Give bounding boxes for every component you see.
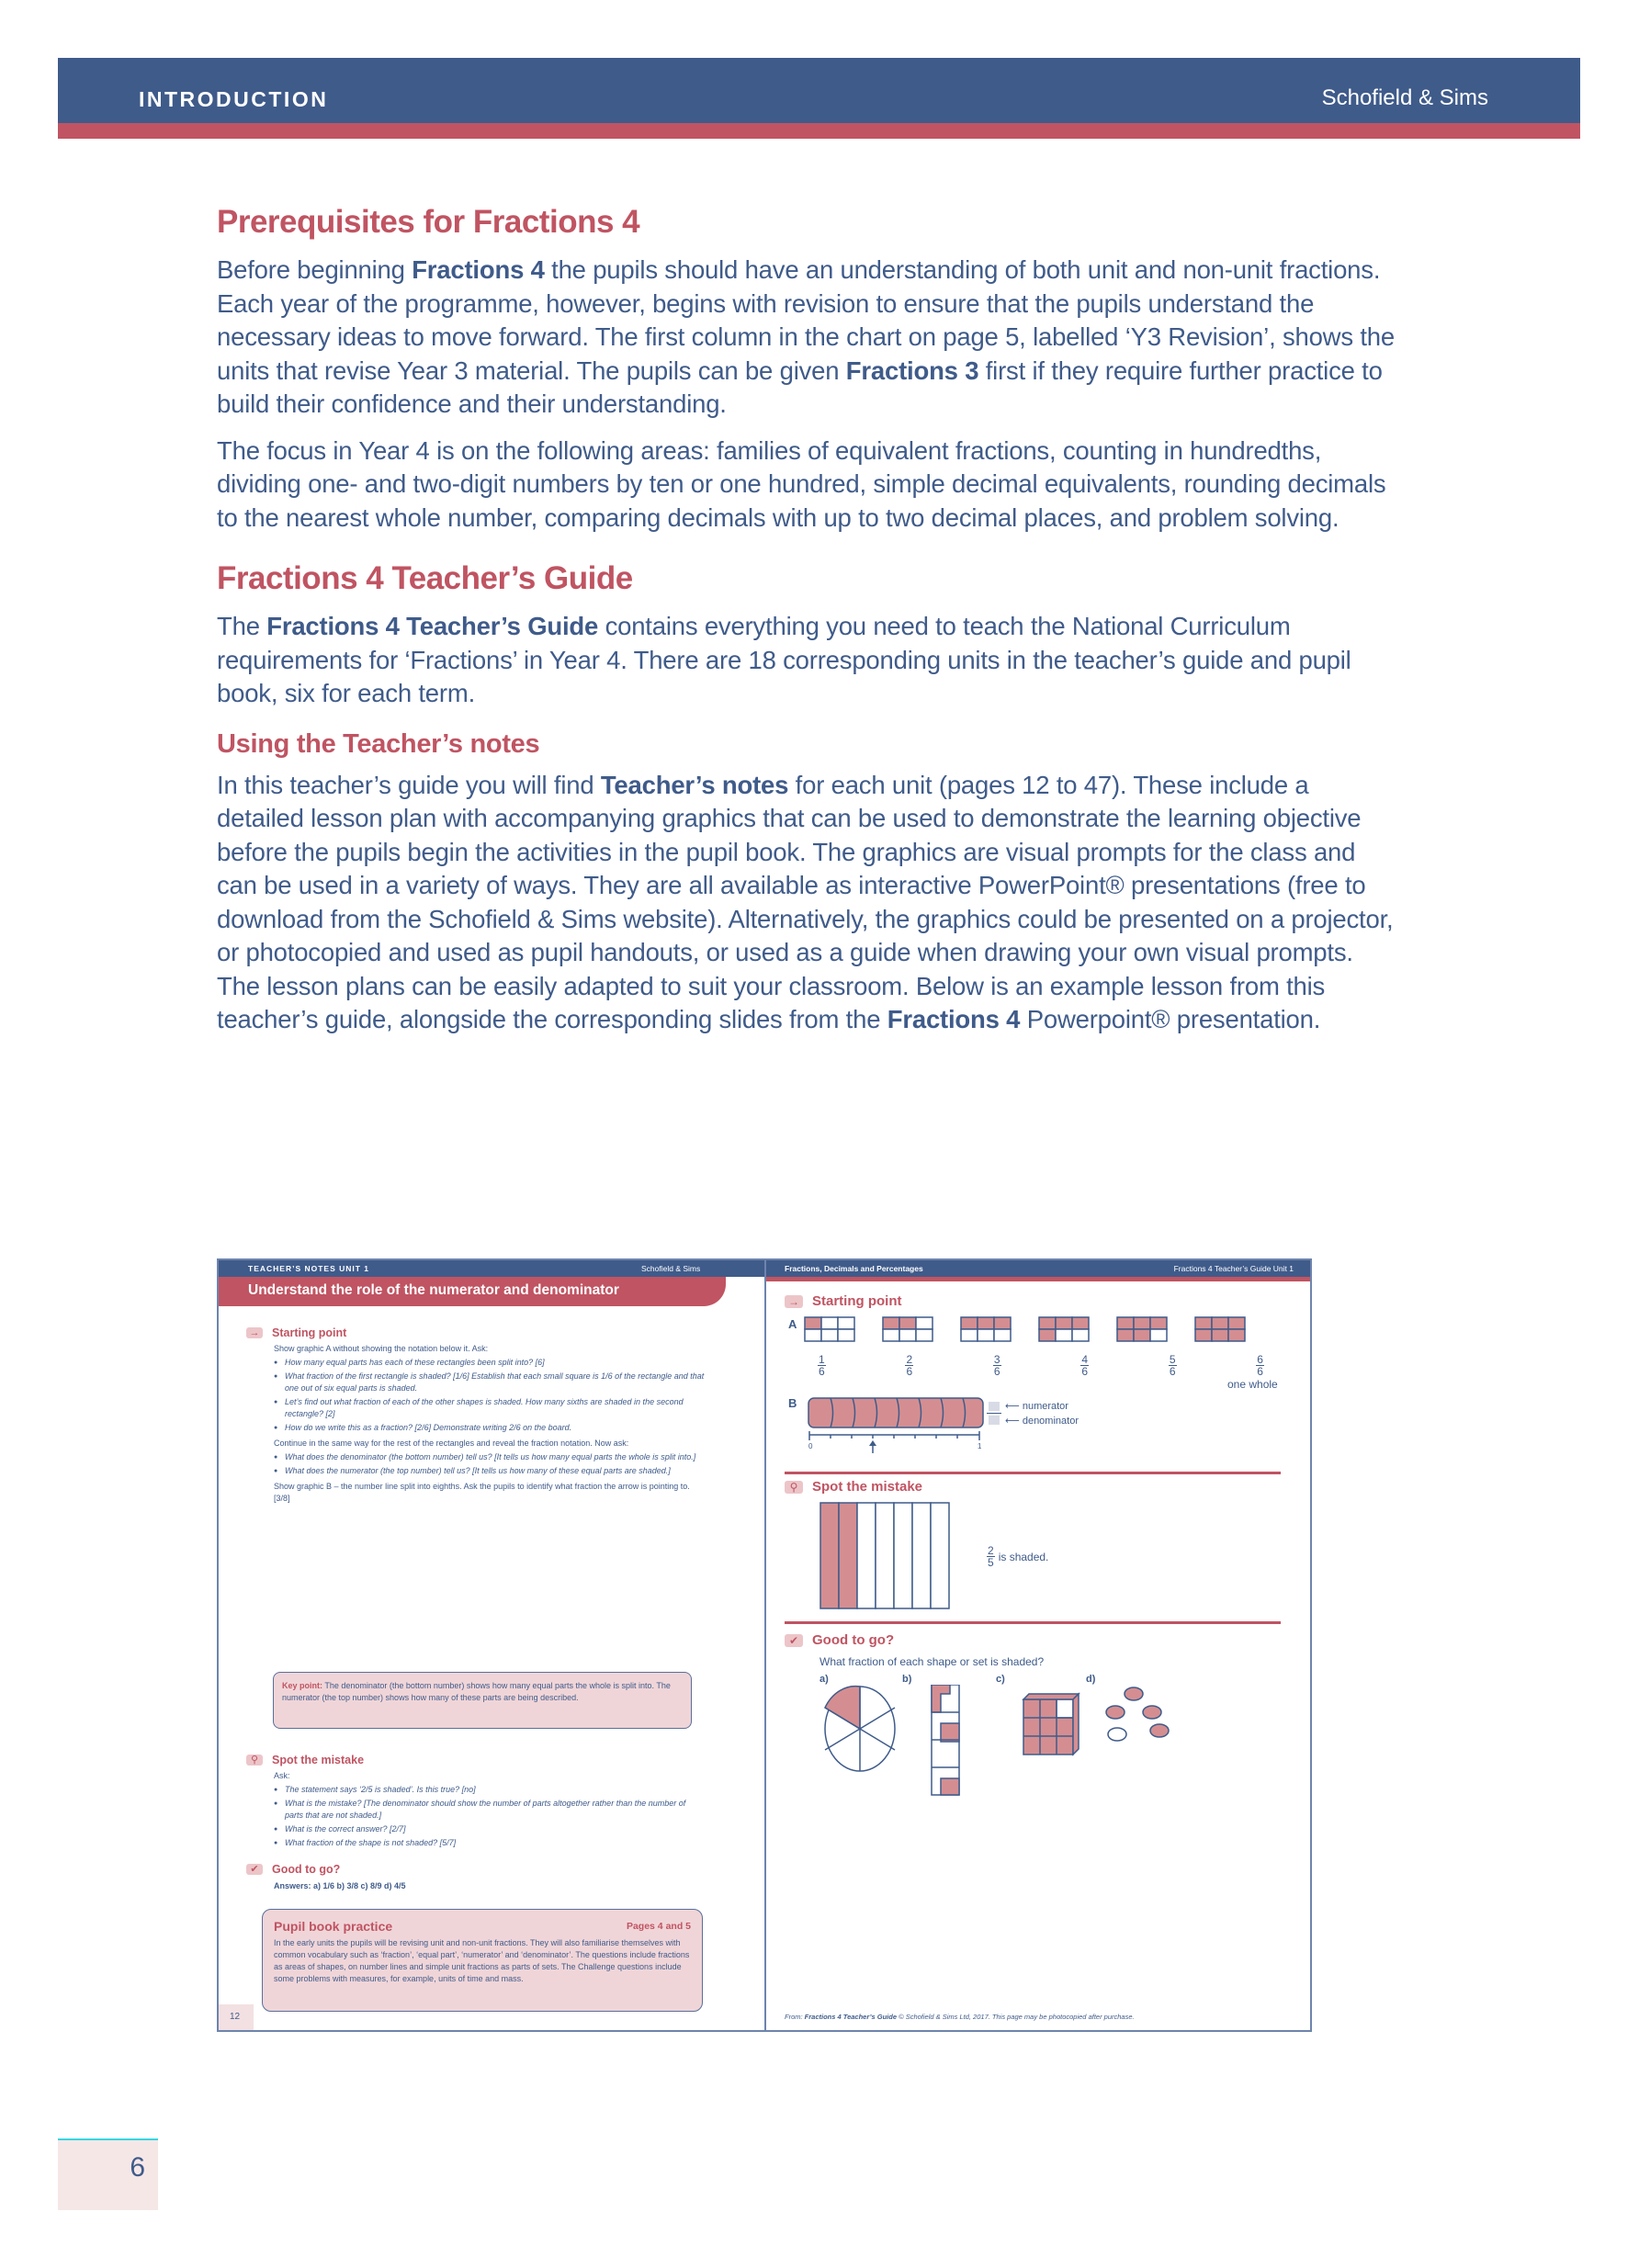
key-point-box: Key point: The denominator (the bottom number) shows how many equal parts the whole is split into. The numerator (the top number) shows how many of these parts are being described. — [273, 1672, 692, 1729]
slides-page — [766, 1260, 1312, 2030]
mini-header-right: Schofield & Sims — [641, 1264, 701, 1273]
teachers-notes-paragraph: In this teacher’s guide you will find Teacher’s notes for each unit (pages 12 to 47). These include a detailed lesson plan with accompanying graphics that can be used to demonstrate the learning objective before the pupils begin the activities in the pupil book. The graphics are visual prompts for the class and can be used in a variety of ways. They are all available as interactive PowerPoint® presentations (free to download from the Schofield & Sims website). Alternatively, the graphics could be presented on a projector, or photocopied and used as pupil handouts, or used as a guide when drawing your own visual prompts. The lesson plans can be easily adapted to suit your classroom. Below is an example lesson from this teacher’s guide, alongside the corresponding slides from the Fractions 4 Powerpoint® presentation. — [217, 770, 1394, 1033]
header-accent — [766, 1277, 1312, 1281]
good-to-go-heading: ✔ Good to go? — [785, 1632, 894, 1648]
one-whole-label: one whole — [1227, 1378, 1278, 1391]
example-lesson-spread — [217, 1258, 1312, 2032]
magnifier-icon: ⚲ — [785, 1481, 803, 1494]
teachers-notes-heading: Using the Teacher’s notes — [217, 728, 540, 759]
magnifier-icon: ⚲ — [246, 1755, 263, 1766]
denominator-label: ⟵ denominator — [1005, 1416, 1079, 1427]
photocopy-footer: From: Fractions 4 Teacher’s Guide © Schofield & Sims Ltd, 2017. This page may be photocopied after purchase. — [785, 2013, 1135, 2021]
starting-point-heading: → Starting point — [785, 1293, 902, 1309]
lesson-title: Understand the role of the numerator and denominator — [219, 1277, 726, 1306]
prerequisites-heading: Prerequisites for Fractions 4 — [217, 204, 640, 240]
spot-mistake-text: Ask: ● The statement says ‘2/5 is shaded’. Is this true? [no] ● What is the mistake? [The denominator should show the number of parts altogether rather than the number of parts that are not shaded.] ● What is the correct answer? [2/7] ● What fraction of the shape is not shaded? [5/7] — [274, 1770, 706, 1849]
spot-mistake-heading: ⚲ Spot the mistake — [785, 1479, 922, 1495]
graphic-a-label: A — [788, 1317, 797, 1331]
mini-header-left: TEACHER’S NOTES UNIT 1 — [248, 1264, 370, 1273]
prerequisites-paragraph-1: Before beginning Fractions 4 the pupils should have an understanding of both unit and non-unit fractions. Each year of the programme, however, begins with revision to ensure that the pupils understand the necessary ideas to move forward. The first column in the chart on page 5, labelled ‘Y3 Revision’, shows the units that revise Year 3 material. The pupils can be given Fractions 3 first if they require further practice to build their confidence and their understanding. — [217, 255, 1395, 418]
article-body — [217, 204, 1402, 1050]
arrow-right-icon: → — [785, 1295, 803, 1308]
number-line-end: 1 — [978, 1442, 982, 1450]
arrow-right-icon: → — [246, 1327, 263, 1338]
option-b-label: b) — [902, 1674, 912, 1685]
page-header-bar — [58, 58, 1580, 123]
starting-point-text: Show graphic A without showing the notation below it. Ask: ● How many equal parts has each of these rectangles been split into? [6] ● What fraction of the first rectangle is shaded? [1/6] Establish that each small square is 1/6 of the rectangle and that one out of six equal parts is shaded. ● Let’s find out what fraction of each of the other shapes is shaded. How many sixths are shaded in the second rectangle? [2] ● How do we write this as a fraction? [2/6] Demonstrate writing 2/6 on the board. Continue in the same way for the rest of the rectangles and reveal the fraction notation. Now ask: ● What does the denominator (the bottom number) tell us? [It tells us how many equal parts the whole is split into.] ● What does the numerator (the top number) tell us? [It tells us how many of these equal parts are shaded.] Show graphic B – the number line split into eighths. Ask the pupils to identify what fraction the arrow is pointing to. [3/8] — [274, 1343, 706, 1505]
denominator-box — [989, 1416, 1000, 1425]
option-d-label: d) — [1086, 1674, 1096, 1685]
mini-header-left: Fractions, Decimals and Percentages — [785, 1264, 923, 1273]
checkmark-icon: ✔ — [785, 1634, 803, 1647]
pupil-book-practice-box: Pupil book practice Pages 4 and 5 In the early units the pupils will be revising unit and non-unit fractions. They will also familiarise themselves with common vocabulary such as ‘fraction’, ‘equal part’, ‘numerator’ and ‘denominator’. The questions include fractions as areas of shapes, on number lines and simple unit fractions as parts of sets. The Challenge questions include some problems with measures, for example, units of time and mass. — [262, 1909, 703, 2012]
starting-point-heading: → Starting point — [246, 1326, 346, 1339]
spot-mistake-bar — [820, 1502, 950, 1610]
option-c-label: c) — [996, 1674, 1005, 1685]
teachers-guide-heading: Fractions 4 Teacher’s Guide — [217, 560, 633, 596]
section-divider — [785, 1621, 1281, 1624]
spot-mistake-statement: $\frac{2}{5}$ is shaded. — [988, 1544, 1049, 1569]
graphic-a-fractions: $\frac{1}{6}$ $\frac{2}{6}$ $\frac{3}{6}$ $\frac{4}{6}$ $\frac{5}{6}$ $\frac{6}{6}$ — [819, 1353, 1263, 1378]
teachers-notes-page — [219, 1260, 766, 2030]
section-divider — [785, 1472, 1281, 1474]
numerator-label: ⟵ numerator — [1005, 1401, 1068, 1412]
spot-mistake-heading: ⚲ Spot the mistake — [246, 1754, 364, 1766]
good-to-go-shapes — [820, 1685, 1187, 1822]
section-label: INTRODUCTION — [139, 87, 329, 111]
teachers-guide-paragraph: The Fractions 4 Teacher’s Guide contains everything you need to teach the National Curriculum requirements for ‘Fractions’ in Year 4. There are 18 corresponding units in the teacher’s guide and pupil book, six for each term. — [217, 612, 1351, 707]
mini-header — [219, 1260, 764, 1277]
publisher-name: Schofield & Sims — [1321, 85, 1488, 110]
number-line-start: 0 — [808, 1442, 813, 1450]
checkmark-icon: ✔ — [246, 1864, 263, 1875]
page-number-box — [58, 2138, 158, 2210]
prerequisites-paragraph-2: The focus in Year 4 is on the following areas: families of equivalent fractions, counting in hundredths, dividing one- and two-digit numbers by ten or one hundred, simple decimal equivalents, rounding decimals to the nearest whole number, comparing decimals with up to two decimal places, and problem solving. — [217, 435, 1386, 532]
graphic-b-number-line — [803, 1396, 1170, 1461]
numerator-box — [989, 1402, 1000, 1411]
graphic-a-rectangles — [803, 1315, 1299, 1352]
mini-header-right: Fractions 4 Teacher’s Guide Unit 1 — [1173, 1264, 1294, 1273]
fraction-bar — [987, 1413, 1001, 1414]
graphic-b-label: B — [788, 1396, 797, 1410]
good-to-go-heading: ✔ Good to go? — [246, 1863, 340, 1876]
option-a-label: a) — [820, 1674, 829, 1685]
mini-header — [766, 1260, 1312, 1277]
page-number: 6 — [130, 2152, 145, 2183]
header-accent-band — [58, 123, 1580, 139]
mini-page-number: 12 — [219, 2004, 254, 2030]
good-to-go-question: What fraction of each shape or set is shaded? — [820, 1655, 1045, 1668]
answers-line: Answers: a) 1/6 b) 3/8 c) 8/9 d) 4/5 — [274, 1881, 406, 1890]
